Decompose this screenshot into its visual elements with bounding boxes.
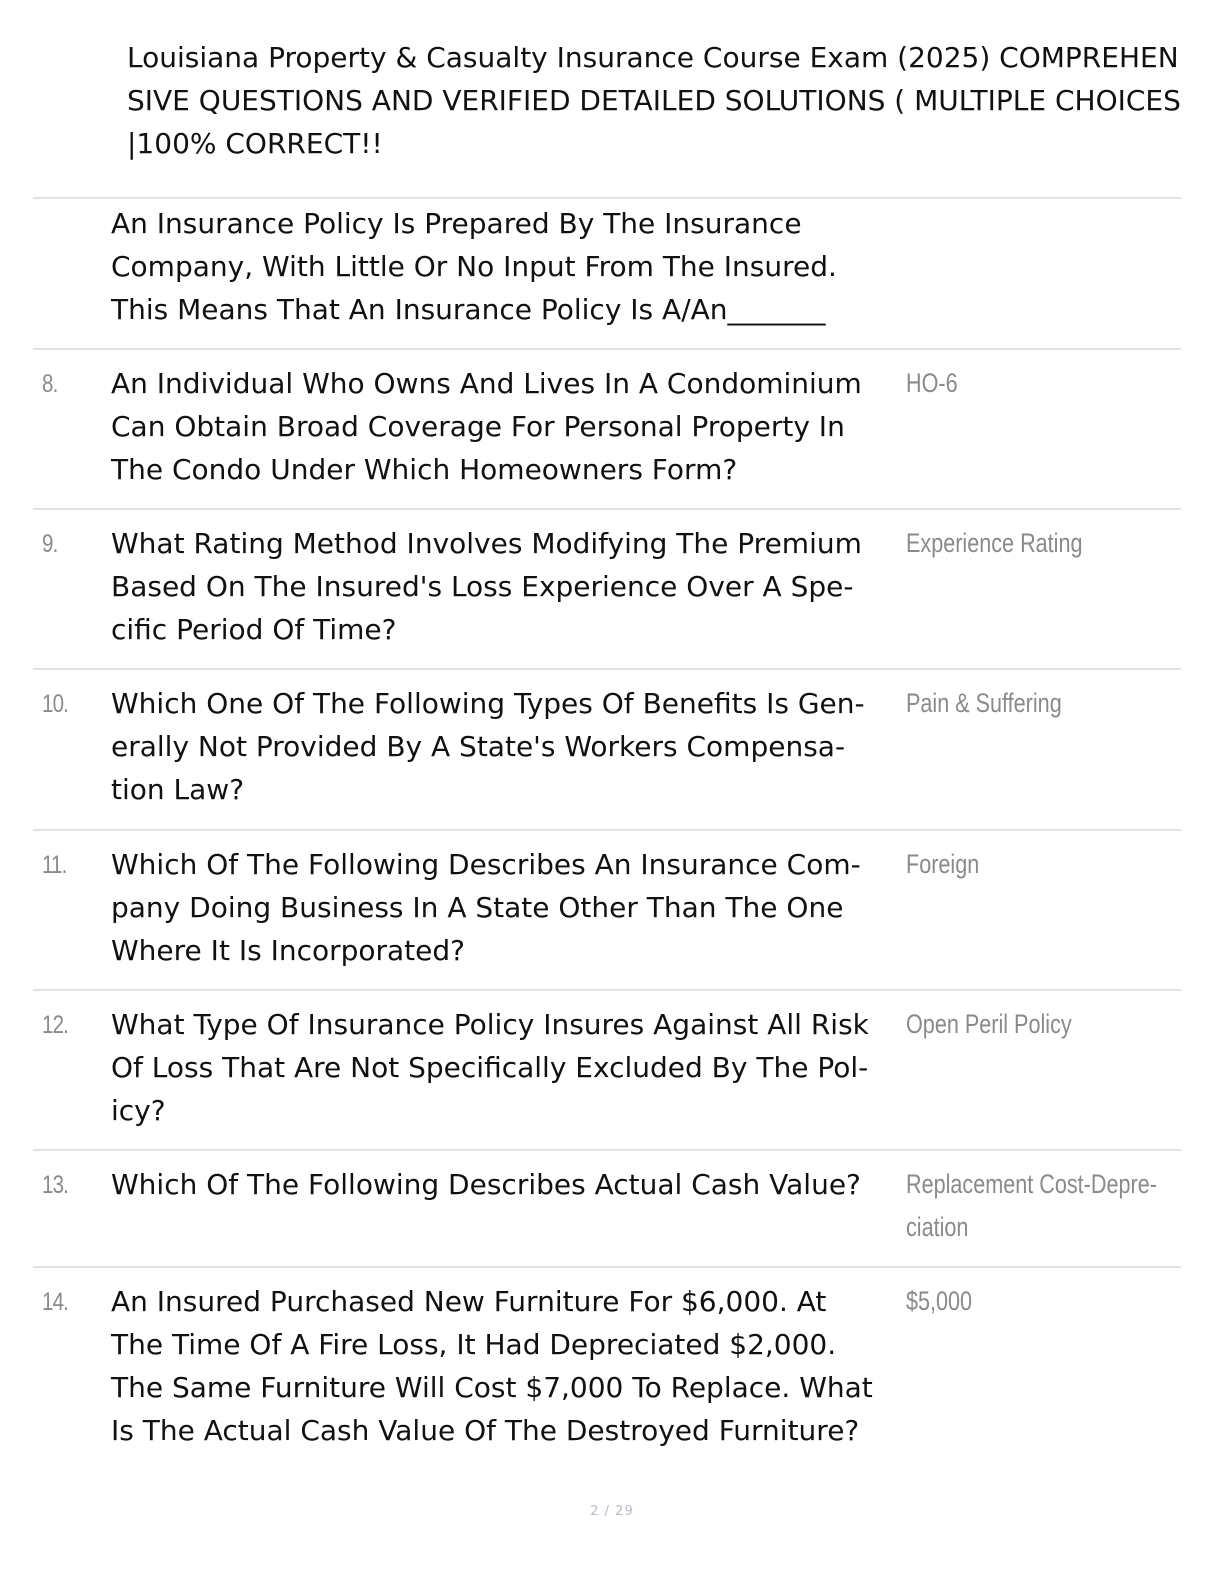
question-text <box>111 1163 911 1206</box>
question-number: 13. <box>42 1171 69 1199</box>
answer-text <box>906 1003 1072 1046</box>
question-number: 14. <box>42 1288 69 1316</box>
question-text <box>111 1280 911 1452</box>
answer-line: Replacement Cost-Depre- <box>906 1169 1157 1199</box>
question-number: 10. <box>42 690 69 718</box>
answer-line: $5,000 <box>906 1286 973 1316</box>
question-line: Company, With Little Or No Input From The Insured. <box>111 250 837 283</box>
document-title <box>127 36 1224 165</box>
question-line: The Time Of A Fire Loss, It Had Depreciated $2,000. <box>111 1328 837 1361</box>
answer-text <box>906 1280 972 1323</box>
qa-row <box>33 348 1181 510</box>
answer-text <box>906 1163 1157 1249</box>
question-line: Is The Actual Cash Value Of The Destroyed Furniture? <box>111 1414 860 1447</box>
question-line: An Insured Purchased New Furniture For $6,000. At <box>111 1285 827 1318</box>
question-line: cific Period Of Time? <box>111 613 397 646</box>
answer-line: Foreign <box>906 849 980 879</box>
title-line: SIVE QUESTIONS AND VERIFIED DETAILED SOLUTIONS ( MULTIPLE CHOICES <box>127 84 1181 117</box>
question-line: Which Of The Following Describes An Insurance Com- <box>111 848 861 881</box>
question-line: Can Obtain Broad Coverage For Personal Property In <box>111 410 845 443</box>
question-number: 11. <box>42 851 67 879</box>
question-number: 9. <box>42 530 58 558</box>
qa-row <box>33 1266 1181 1468</box>
question-line: Based On The Insured's Loss Experience Over A Spe- <box>111 570 854 603</box>
qa-row <box>33 197 1181 349</box>
question-line: tion Law? <box>111 773 245 806</box>
qa-row <box>33 668 1181 830</box>
question-line: An Insurance Policy Is Prepared By The Insurance <box>111 207 802 240</box>
question-line: What Rating Method Involves Modifying The Premium <box>111 527 862 560</box>
question-text <box>111 362 911 491</box>
qa-row <box>33 989 1181 1151</box>
question-line: pany Doing Business In A State Other Than The One <box>111 891 844 924</box>
question-line: What Type Of Insurance Policy Insures Against All Risk <box>111 1008 869 1041</box>
answer-text <box>906 362 958 405</box>
question-text <box>111 682 911 811</box>
title-line: Louisiana Property & Casualty Insurance Course Exam (2025) COMPREHEN <box>127 41 1179 74</box>
question-line: icy? <box>111 1094 166 1127</box>
qa-row <box>33 829 1181 991</box>
question-line: Which Of The Following Describes Actual Cash Value? <box>111 1168 861 1201</box>
question-line: Of Loss That Are Not Specifically Excluded By The Pol- <box>111 1051 869 1084</box>
question-line: erally Not Provided By A State's Workers Compensa- <box>111 730 846 763</box>
question-line: Which One Of The Following Types Of Benefits Is Gen- <box>111 687 865 720</box>
question-line: This Means That An Insurance Policy Is A/An_______ <box>111 293 826 326</box>
question-line: The Condo Under Which Homeowners Form? <box>111 453 738 486</box>
answer-text <box>906 522 1083 565</box>
qa-row <box>33 508 1181 670</box>
question-text <box>111 522 911 651</box>
answer-text <box>906 843 979 886</box>
question-number: 8. <box>42 370 58 398</box>
answer-line: Experience Rating <box>906 528 1083 558</box>
question-number: 12. <box>42 1011 69 1039</box>
question-text <box>111 843 911 972</box>
qa-row <box>33 1149 1181 1268</box>
question-text <box>111 1003 911 1132</box>
question-line: Where It Is Incorporated? <box>111 934 466 967</box>
question-line: The Same Furniture Will Cost $7,000 To Replace. What <box>111 1371 873 1404</box>
title-line: |100% CORRECT!! <box>127 127 383 160</box>
answer-line: Open Peril Policy <box>906 1009 1072 1039</box>
question-text <box>111 202 911 331</box>
answer-line: HO-6 <box>906 368 958 398</box>
question-line: An Individual Who Owns And Lives In A Condominium <box>111 367 862 400</box>
page-number: 2 / 29 <box>590 1504 634 1519</box>
answer-text <box>906 682 1062 725</box>
answer-line: ciation <box>906 1212 969 1242</box>
answer-line: Pain & Suffering <box>906 688 1062 718</box>
